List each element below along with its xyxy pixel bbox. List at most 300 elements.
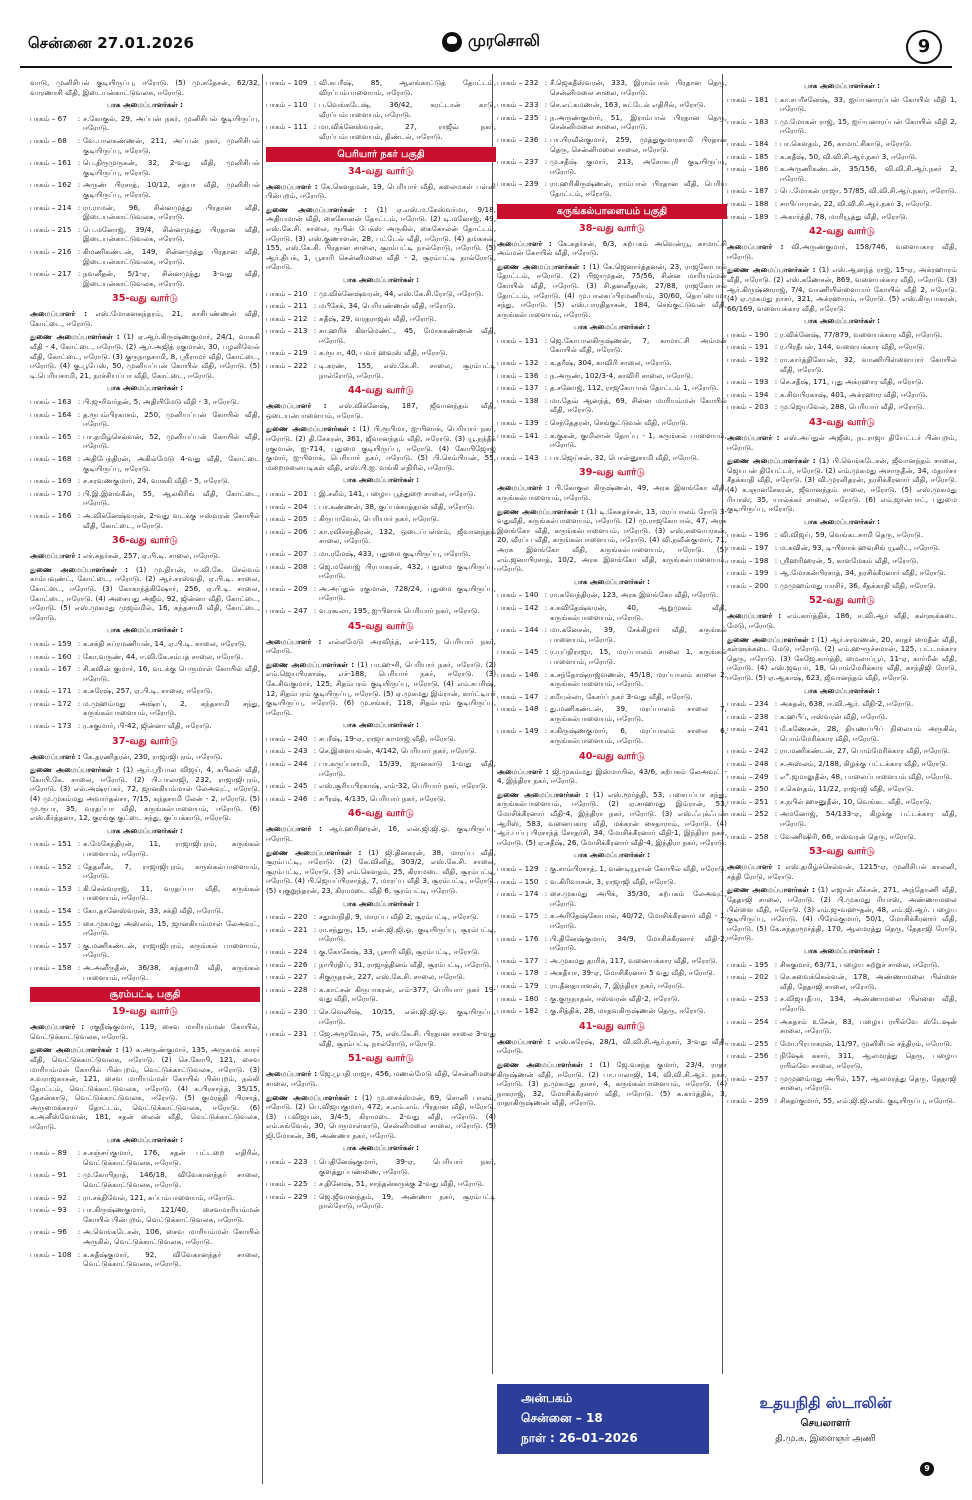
part-label: பாகம் [30, 224, 50, 234]
part-organizer: சபீரஷ், 4/135, பெரியார் நகர், ஈரோடு. [319, 793, 446, 803]
part-organizer: அ.முகமது தாரிக், 117, வனையக்கார வீதி, ஈரோடு. [550, 955, 718, 965]
ward-heading: 41-வது வார்டு [579, 1020, 645, 1032]
separator-colon: : [313, 924, 317, 934]
part-list [497, 864, 727, 1016]
area-banner: சூரம்பட்டி பகுதி [30, 987, 260, 1002]
part-organizer: ச.கோகுல், 29, அப்பன் நகர், முனிசிபல் குடியிருப்பு, ஈரோடு. [83, 113, 260, 133]
part-row [497, 704, 727, 723]
ward-heading: 51-வது வார்டு [348, 1053, 414, 1065]
part-row [30, 1250, 260, 1269]
separator-colon: : [774, 959, 778, 969]
part-no: 137 [524, 383, 539, 393]
separator-colon: : [774, 831, 778, 841]
section-subheading: பாக அமைப்பாளர்கள் : [343, 721, 419, 730]
part-no: 196 [754, 530, 769, 540]
part-row [727, 164, 957, 183]
part-label: பாகம் [266, 959, 286, 969]
part-no: 179 [524, 980, 539, 990]
part-label: பாகம் [727, 568, 747, 578]
part-label: பாகம் [30, 1227, 50, 1237]
part-no: 214 [57, 202, 72, 212]
separator-colon: : [544, 704, 548, 714]
part-organizer: நாபிரதிப், 31, ராஜாத்தினம் வீதி, சூரம்பட்டி, ஈரோடு. [319, 959, 492, 969]
organizer-text: கே.கௌதமன், 19, பெரியார் வீதி, கலைமகள் பள்ளி பின்புறம், ஈரோடு. [266, 181, 496, 201]
part-row [266, 1192, 496, 1211]
part-row [30, 1227, 260, 1246]
part-label: பாகம் [727, 699, 747, 709]
separator-colon: : [544, 335, 548, 345]
part-organizer: க.காட்சன் கிருபாகரன், எம்-377, பெரியார் நகர் 19-வது வீதி, ஈரோடு. [319, 984, 496, 1004]
part-no: 227 [293, 972, 308, 982]
separator-colon: : [544, 968, 548, 978]
part-label: பாகம் [497, 358, 517, 368]
part-row [727, 1051, 957, 1070]
organizer-label: துணை அமைப்பாளர்கள் : [497, 506, 584, 516]
part-label: பாகம் [497, 452, 517, 462]
part-number: பாகம் – 149 [497, 726, 539, 736]
part-label: பாகம் [266, 501, 286, 511]
separator-colon: : [77, 861, 81, 871]
separator-colon: : [77, 883, 81, 893]
part-label: பாகம் [30, 476, 50, 486]
part-no: 224 [293, 946, 308, 956]
part-row [266, 584, 496, 603]
part-row [30, 476, 260, 486]
part-row [30, 941, 260, 960]
part-row [497, 956, 727, 966]
part-list [266, 734, 496, 804]
organizer-text: (1) கே.ஜெனார்த்தனன், 23, ராஜகோபால் தோட்டம், ஈரோடு. (2) பிஜாமுதன், 75/56, சின்ன மாரியம்மன் கோயில் வீதி, ஈரோடு. (3) சி.தனனீதரன், 27/88, ராஜகோபால் தோட்டம், ஈரோடு. (4) மு.பாலசுப்பிரமணியம், 30/60, தொப்பைமா சந்து, ஈரோடு. (5) எஸ்.பாரதிதாசன், 184, செங்குட்டுவன் வீதி, கருங்கல்பாளையம், ஈரோடு. [497, 261, 727, 319]
part-label: பாகம் [266, 1006, 286, 1016]
part-organizer: க.குகன், குமிலான் தோப்பு - 1, கருங்கல் பாளையம், ஈரோடு. [550, 430, 727, 450]
part-organizer: கு.குருநாதன், ஈஸ்வரன் வீதி-2, ஈரோடு. [550, 993, 680, 1003]
part-label: பாகம் [266, 100, 286, 110]
organizer-label: துணை அமைப்பாளர்கள் : [266, 847, 362, 857]
part-number: பாகம் – 67 [30, 113, 67, 123]
part-row [727, 972, 957, 991]
separator-colon: : [313, 912, 317, 922]
separator-colon: : [774, 1016, 778, 1026]
organizer-paragraph [30, 309, 260, 328]
part-no: 174 [524, 889, 539, 899]
separator-colon: : [313, 100, 317, 110]
part-row [497, 371, 727, 381]
separator-colon: : [544, 876, 548, 886]
part-no: 169 [57, 476, 72, 486]
part-no: 146 [524, 669, 539, 679]
part-label: பாகம் [727, 116, 747, 126]
part-number: பாகம் – 153 [30, 883, 72, 893]
part-list [727, 530, 957, 590]
part-row [30, 1170, 260, 1189]
part-row [266, 502, 496, 512]
part-organizer: மு.சதீஷ் குமார், 213, அசோகபுரி குடியிருப்பு, ஈரோடு. [550, 157, 727, 176]
part-organizer: வி.விஜய், 59, வெங்கடசாமி தெரு, ஈரோடு. [780, 530, 924, 540]
part-label: பாகம் [30, 698, 50, 708]
part-no: 231 [293, 1029, 308, 1039]
organizer-text: எம்.கார்த்திக், 186, ஈ.வி.ஆர் வீதி, கள்ளுக்கடை மேடு, ஈரோடு. [727, 611, 957, 630]
part-row [727, 556, 957, 566]
part-no: 143 [524, 452, 539, 462]
part-number: பாகம் – 96 [30, 1227, 67, 1237]
part-number: பாகம் – 215 [30, 224, 72, 234]
part-number: பாகம் – 138 [497, 395, 539, 405]
separator-colon: : [313, 583, 317, 593]
part-row [30, 721, 260, 731]
part-number: பாகம் – 242 [727, 746, 769, 756]
part-number: பாகம் – 227 [266, 972, 308, 982]
separator-colon: : [77, 158, 81, 168]
part-row [266, 746, 496, 756]
part-label: பாகம் [727, 1038, 747, 1048]
separator-colon: : [774, 1038, 778, 1048]
part-no: 189 [754, 211, 769, 221]
part-row [727, 1096, 957, 1106]
part-number: பாகம் – 184 [727, 138, 769, 148]
part-organizer: முமுஹம்மது யாசிர், 36, சீதக்காதி வீதி, ஈரோடு. [780, 580, 936, 590]
part-label: பாகம் [727, 959, 747, 969]
part-number: பாகம் – 216 [30, 246, 72, 256]
part-label: பாகம் [497, 876, 517, 886]
part-no: 110 [293, 100, 308, 110]
part-label: பாகம் [30, 113, 50, 123]
part-organizer: சா.ஹரிச் கிளமெண்ட், 45, மோசுகண்ணன் வீதி, ஈரோடு. [319, 326, 496, 345]
part-list [30, 397, 260, 530]
part-row [266, 100, 496, 119]
part-number: பாகம் – 179 [497, 980, 539, 990]
part-label: பாகம் [266, 288, 286, 298]
section-subheading: பாக அமைப்பாளர்கள் : [107, 826, 183, 835]
part-label: பாகம் [266, 78, 286, 87]
part-label: பாகம் [266, 313, 286, 323]
part-number: பாகம் – 206 [266, 526, 308, 536]
part-organizer: ர.பிரதீபன், 144, வளையக்கார வீதி, ஈரோடு. [780, 342, 926, 352]
part-no: 190 [754, 329, 769, 339]
part-no: 229 [293, 1191, 308, 1201]
part-row [497, 78, 727, 97]
part-number: பாகம் – 160 [30, 651, 72, 661]
part-no: 154 [57, 905, 72, 915]
part-no: 129 [524, 864, 539, 873]
part-organizer: த.ரூபம்பிரகாசம், 250, முனியப்பன் கோயில் வீதி, ஈரோடு. [83, 409, 260, 429]
part-no: 89 [57, 1148, 67, 1158]
part-number: பாகம் – 221 [266, 924, 308, 934]
part-row [30, 919, 260, 938]
part-organizer: பெ.மனோஜ், 39/4, சின்னமுத்து பிரதான வீதி, இடையன்காட்டுவலசு, ஈரோடு. [83, 224, 260, 244]
section-subheading: பாக அமைப்பாளர்கள் : [804, 686, 880, 695]
part-list [266, 289, 496, 381]
organizer-paragraph [266, 1069, 496, 1088]
part-row [727, 342, 957, 352]
part-organizer: வ.கிரிவாசன், 3, ராஜாஜி வீதி, ஈரோடு. [550, 876, 677, 886]
part-no: 244 [293, 759, 308, 769]
organizer-text: (1) பா.ஹுரி, பெரியார் நகர், ஈரோடு. (2) எம்.ஜெயபிரகாஷ், எச்-188, பெரியார் நகர், ஈரோடு. (3) கே.சிவகுமார், 125, சிதம்பரம் குடியிருப்பு, ஈரோடு. (4) எம்.சபரிஷ், 12, சிதம்பரம் குடியிருப்பு, ஈரோடு. (5) ஏ.முகமது இம்ரான், கார்ட்டியர் குடியிருப்பு, ஈரோடு. (6) மு.சங்கர், 118, சிதம்பரம் குடியிருப்பு, ஈரோடு. [266, 659, 496, 717]
organizer-label: துணை அமைப்பாளர்கள் : [497, 1059, 593, 1069]
part-no: 132 [524, 358, 539, 368]
part-no: 192 [754, 355, 769, 365]
organizer-label: துணை அமைப்பாளர்கள் : [30, 332, 120, 342]
part-row [727, 994, 957, 1013]
organizer-paragraph [266, 1093, 496, 1141]
section-subheading: பாக அமைப்பாளர்கள் : [804, 517, 880, 526]
part-organizer: பா.கிருஷ்ணகுமார், 121/40, சைவமாரியம்மன் கோயில் பின்புறம், வெட்டுக்காட்டுவலசு, ஈரோடு. [83, 1205, 260, 1224]
organizer-paragraph [266, 848, 496, 896]
separator-colon: : [313, 793, 317, 803]
organizer-label: துணை அமைப்பாளர்கள் : [727, 885, 815, 895]
part-organizer: ச.கவிதேஷ்வரன், 40, ஆறுமுகம் வீதி, கருங்கல்பாளையம், ஈரோடு. [550, 602, 727, 622]
separator-colon: : [774, 211, 778, 221]
part-row [266, 489, 496, 499]
separator-colon: : [544, 78, 548, 87]
part-organizer: சமீயுல்லா, கேசர்ப் நகர் 3-வது வீதி, ஈரோடு. [550, 691, 693, 701]
organizer-paragraph [30, 752, 260, 762]
part-no: 232 [524, 78, 539, 87]
part-number: பாகம் – 172 [30, 698, 72, 708]
separator-colon: : [774, 784, 778, 794]
part-no: 91 [57, 1170, 67, 1180]
separator-colon: : [77, 180, 81, 190]
organizer-label: அமைப்பாளர் : [30, 551, 81, 561]
part-organizer: அசுதன், 638, ஈ.வி.ஆர். வீதி-2, ஈரோடு. [780, 699, 914, 709]
part-organizer: க.சக்தி சுப்ரமணியன், 14, ஏ.பி.டி. சாலை, ஈரோடு. [83, 638, 247, 648]
separator-colon: : [544, 864, 548, 873]
part-label: பாகம் [497, 704, 517, 714]
part-no: 233 [524, 100, 539, 110]
separator-colon: : [774, 116, 778, 126]
part-organizer: ரா.சந்துரு, 15, என்.ஜி.ஜி.ஓ. குடியிருப்பு, சூரம்பட்டி, ஈரோடு. [319, 924, 496, 944]
part-no: 149 [524, 726, 539, 736]
part-organizer: செந்தேதரன், செங்குட்டுவன் வீதி, ஈரோடு. [550, 418, 689, 428]
part-label: பாகம் [497, 993, 517, 1003]
part-row [497, 590, 727, 600]
part-organizer: மு.ஜெயவேல், 288, பெரியார் வீதி, ஈரோடு. [780, 402, 925, 412]
separator-colon: : [544, 669, 548, 679]
part-label: பாகம் [497, 933, 517, 943]
part-number: பாகம் – 192 [727, 355, 769, 365]
organizer-paragraph [266, 401, 496, 420]
part-organizer: க.அருணிகண்டன், 35/156, வி.வி.சி.ஆர்.நகர் 2, ஈரோடு. [780, 164, 957, 183]
part-organizer: ரா.தீனதயாளன், 7, இந்திரா நகர், ஈரோடு. [550, 980, 685, 990]
announcement-origin [497, 1384, 709, 1454]
part-label: பாகம் [497, 980, 517, 990]
part-organizer: செ.வெனிஷ், 10/15, என்.ஜி.ஜி.ஓ. குடியிருப்பு, ஈரோடு. [319, 1006, 496, 1026]
part-label: பாகம் [266, 1029, 286, 1039]
part-organizer: ர.சுகுமார், பி-42, ஜின்னா வீதி, ஈரோடு. [83, 721, 212, 731]
part-organizer: து.மணிகண்டன், 39, மரப்பாலம் சாலை 7, கருங்கல்பாளையம், ஈரோடு. [550, 704, 727, 723]
part-organizer: பெ.திருமுருகன், 32, 2-வது வீதி, முனிசிபல் குடியிருப்பு, ஈரோடு. [83, 158, 260, 177]
part-no: 155 [57, 918, 72, 928]
part-no: 211 [293, 301, 308, 311]
part-label: பாகம் [497, 383, 517, 393]
part-number: பாகம் – 238 [727, 711, 769, 721]
part-label: பாகம் [30, 839, 50, 849]
part-row [727, 390, 957, 400]
part-label: பாகம் [727, 759, 747, 769]
part-row [30, 489, 260, 508]
part-no: 248 [754, 759, 769, 769]
part-row [30, 158, 260, 177]
part-label: பாகம் [497, 691, 517, 701]
part-row [266, 562, 496, 581]
part-label: பாகம் [30, 638, 50, 648]
separator-colon: : [313, 746, 317, 756]
separator-colon: : [313, 301, 317, 311]
part-number: பாகம் – 200 [727, 580, 769, 590]
part-number: பாகம் – 243 [266, 746, 308, 756]
part-no: 206 [293, 526, 308, 536]
separator-colon: : [313, 1029, 317, 1039]
part-number: பாகம் – 181 [727, 94, 769, 104]
separator-colon: : [77, 113, 81, 123]
part-label: பாகம் [727, 211, 747, 221]
organizer-paragraph [497, 767, 727, 786]
part-row [727, 699, 957, 709]
part-label: பாகம் [30, 409, 50, 419]
ward-heading: 37-வது வார்டு [112, 735, 178, 747]
separator-colon: : [774, 771, 778, 781]
part-no: 166 [57, 510, 72, 520]
part-no: 93 [57, 1205, 67, 1215]
part-number: பாகம் – 151 [30, 839, 72, 849]
part-label: பாகம் [266, 946, 286, 956]
organizer-label: அமைப்பாளர் : [727, 862, 781, 872]
organizer-paragraph [266, 424, 496, 472]
separator-colon: : [544, 933, 548, 943]
part-organizer: மபீசேக், 34, பெரியண்ணன் வீதி, ஈரோடு. [319, 301, 456, 311]
part-row [30, 1193, 260, 1203]
separator-colon: : [77, 721, 81, 731]
part-number: பாகம் – 91 [30, 1170, 67, 1180]
part-number: பாகம் – 231 [266, 1029, 308, 1039]
part-row [727, 746, 957, 756]
separator-colon: : [544, 430, 548, 440]
part-number: பாகம் – 195 [727, 959, 769, 969]
part-organizer: ச.விஜயதீபா, 134, அண்ணாமலை பிள்ளை வீதி, ஈரோடு. [780, 994, 957, 1013]
separator-colon: : [77, 246, 81, 256]
part-number: பாகம் – 224 [266, 946, 308, 956]
part-no: 253 [754, 994, 769, 1004]
section-subheading: பாக அமைப்பாளர்கள் : [343, 1144, 419, 1153]
part-number: பாகம் – 211 [266, 301, 308, 311]
part-no: 141 [524, 430, 539, 440]
area-banner: பெரியார் நகர் பகுதி [266, 147, 496, 162]
part-row [497, 934, 727, 953]
part-row [266, 960, 496, 970]
separator-colon: : [774, 699, 778, 709]
part-label: பாகம் [497, 602, 517, 612]
part-number: பாகம் – 155 [30, 918, 72, 928]
part-organizer: செ.இளையவன், 4/142, பெரியார் நகர், ஈரோடு. [319, 746, 477, 756]
organizer-label: துணை அமைப்பாளர்கள் : [727, 456, 816, 466]
part-row [497, 968, 727, 978]
part-row [727, 960, 957, 970]
part-row [727, 543, 957, 553]
organizer-text: (1) ஜே.வசந்த குமார், 23/4, ராதா கிருஷ்ணன் வீதி, ஈரோடு. (2) பா.பாலாஜி, 14, வி.வி.சி.ஆர். நகர், ஈரோடு. (3) ந.முகமது நாசர், 4, கருங்கல்பாளையம், ஈரோடு. (4) நாகராஜ், 32, மோசிக்கீரனார் வீதி, ஈரோடு. (5) க.கார்த்திக், 3, ராதாகிருஷ்ணன் வீதி, ஈரோடு. [497, 1059, 727, 1108]
city-date: சென்னை 27.01.2026 [28, 34, 195, 52]
part-label: பாகம் [497, 78, 517, 87]
part-no: 217 [57, 269, 72, 279]
part-number: பாகம் – 250 [727, 784, 769, 794]
part-label: பாகம் [266, 605, 286, 615]
part-number: பாகம் – 214 [30, 202, 72, 212]
part-label: பாகம் [266, 1191, 286, 1201]
part-row [30, 686, 260, 696]
part-organizer: ரா.சுவேந்திரன், 123, அரசு இளங்கோ வீதி, ஈரோடு. [550, 590, 719, 600]
part-organizer: வே.பாலகண்ணன், 211, அப்பன் நகர், முனிசிபல் குடியிருப்பு, ஈரோடு. [83, 135, 260, 155]
part-organizer: கிருபாவேல், பெரியார் நகர், ஈரோடு. [319, 514, 440, 524]
part-label: பாகம் [727, 972, 747, 982]
separator-colon: : [544, 647, 548, 657]
part-row [497, 692, 727, 702]
part-row [497, 981, 727, 991]
origin-place: அன்பகம் [521, 1391, 573, 1405]
part-row [266, 314, 496, 324]
part-label: பாகம் [727, 580, 747, 590]
part-no: 178 [524, 968, 539, 978]
part-organizer: க.சுதீஷ், 50, வி.வி.சி.ஆர்.நகர் 3, ஈரோடு. [780, 151, 918, 161]
part-label: பாகம் [727, 771, 747, 781]
separator-colon: : [544, 134, 548, 144]
part-label: பாகம் [30, 510, 50, 520]
separator-colon: : [77, 918, 81, 928]
separator-colon: : [77, 905, 81, 915]
part-row [497, 336, 727, 355]
part-organizer: பி.தினேஷ்குமார், 34/9, மோசிக்கீரனார் வீதி-2, ஈரோடு. [550, 933, 727, 953]
part-label: பாகம் [497, 864, 517, 873]
separator-colon: : [313, 501, 317, 511]
part-row [30, 114, 260, 133]
part-organizer: செ.சுவைக்கெல்வன், 178, அண்ணாமலை பிள்ளை வீதி, தேதாஜி சாலை, ஈரோடு. [780, 972, 957, 991]
part-list [497, 590, 727, 745]
organizer-text: எஸ்.விக்னேஷ், 187, ஜீவானந்தம் வீதி, ஒடையன்பாளையம், ஈரோடு. [266, 401, 496, 420]
organizer-label: அமைப்பாளர் : [30, 1022, 85, 1032]
part-no: 198 [754, 555, 769, 565]
separator-colon: : [774, 377, 778, 387]
part-label: பாகம் [727, 784, 747, 794]
signatory-org: தி.மு.க. இளைஞர் அணி [775, 1433, 876, 1444]
part-number: பாகம் – 194 [727, 389, 769, 399]
part-label: பாகம் [30, 686, 50, 696]
part-number: பாகம் – 253 [727, 994, 769, 1004]
part-number: பாகம் – 203 [727, 402, 769, 412]
part-organizer: சை.முகமது அஸ்லம், 15, ஜானகியம்மாள் லேஅவுட், ஈரோடு. [83, 918, 260, 938]
part-number: பாகம் – 152 [30, 861, 72, 871]
part-organizer: இ.சலீம், 141, பழைய பூந்துறை சாலை, ஈரோடு. [319, 489, 476, 498]
part-organizer: ஸ்ரீஹரிஹரன், 5, காளமேகம் வீதி, ஈரோடு. [780, 555, 919, 565]
part-row [727, 199, 957, 209]
part-label: பாகம் [497, 968, 517, 978]
part-no: 226 [293, 959, 308, 969]
part-label: பாகம் [727, 809, 747, 819]
part-number: பாகம் – 257 [727, 1073, 769, 1083]
part-row [727, 1039, 957, 1049]
part-row [30, 247, 260, 266]
part-number: பாகம் – 164 [30, 409, 72, 419]
article-column-2 [266, 78, 496, 1478]
organizer-paragraph [727, 885, 957, 943]
organizer-text: எஸ்.தமிழ்ச்செல்வன், 1215-ஏ, முனிசிபல் காலனி, சத்தி ரோடு, ஈரோடு. [727, 862, 957, 881]
part-label: பாகம் [727, 530, 747, 540]
separator-colon: : [544, 179, 548, 189]
part-organizer: பா.கண்ணன், 38, குப்பக்காத்தான் வீதி, ஈரோடு. [319, 501, 475, 511]
part-organizer: பா.பிரவீன்குமார், 259, முத்துகுமாரசாமி பிரதான தெரு, சென்னிமலை சாலை, ஈரோடு. [550, 134, 727, 154]
part-no: 243 [293, 746, 308, 756]
part-organizer: ரா.ஹரிகிருஷ்ணன், ராம்பால் பிரதான வீதி, பெரிய தோட்டம், ஈரோடு. [550, 179, 727, 198]
part-number: பாகம் – 237 [497, 157, 539, 167]
separator-colon: : [774, 555, 778, 565]
part-no: 185 [754, 151, 769, 161]
part-number: பாகம் – 158 [30, 962, 72, 972]
